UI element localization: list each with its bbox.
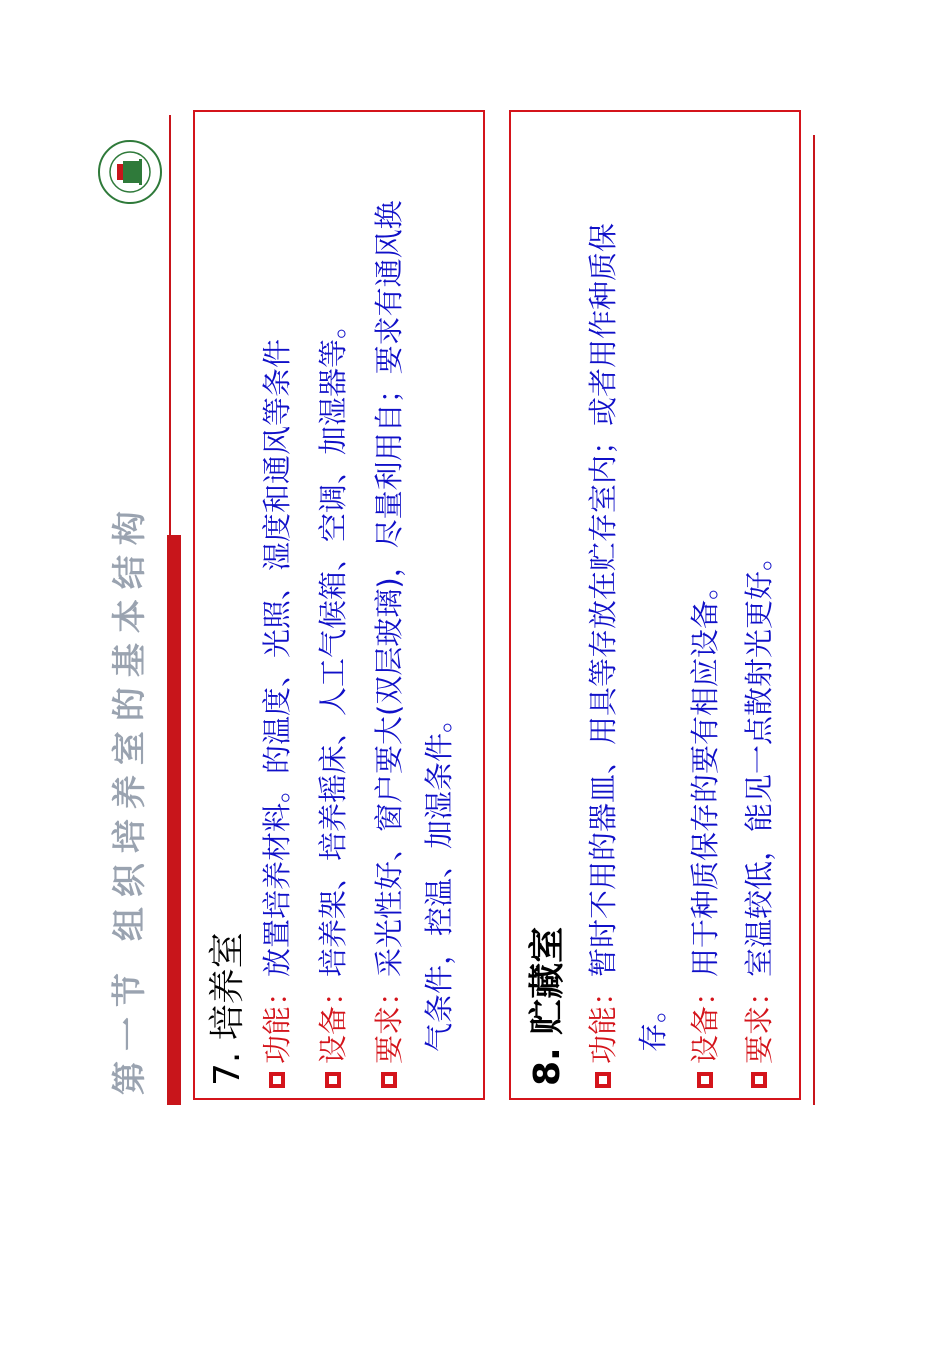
item-text: 用于种质保存的要有相应设备。 bbox=[688, 570, 722, 977]
checkbox-bullet-icon bbox=[269, 1072, 285, 1088]
item-text: 培养架、培养摇床、人工气候箱、空调、加湿器等。 bbox=[316, 309, 350, 977]
section-box-culture-room bbox=[193, 110, 485, 1100]
item-text: 暂时不用的器皿、用具等存放在贮存室内；或者用作种质保 bbox=[586, 222, 620, 977]
checkbox-bullet-icon bbox=[381, 1072, 397, 1088]
item-text: 采光性好、窗户要大(双层玻璃)，尽量利用自；要求有通风换 bbox=[372, 200, 406, 977]
list-item bbox=[581, 223, 625, 1088]
list-item bbox=[255, 339, 299, 1088]
item-label: 要求： bbox=[742, 976, 776, 1064]
university-seal-icon bbox=[97, 139, 163, 205]
list-item bbox=[683, 571, 727, 1088]
list-item bbox=[311, 310, 355, 1088]
item-continuation: 存。 bbox=[636, 993, 670, 1052]
item-text: 室温较低，能见一点散射光更好。 bbox=[742, 541, 776, 977]
header-red-bar bbox=[167, 535, 181, 1105]
footer-rule bbox=[813, 135, 815, 1105]
item-label: 功能： bbox=[260, 976, 294, 1064]
item-text: 放置培养材料。的温度、光照、湿度和通风等条件 bbox=[260, 338, 294, 977]
checkbox-bullet-icon bbox=[325, 1072, 341, 1088]
section-title: 7. 培养室 bbox=[207, 932, 248, 1086]
item-label: 要求： bbox=[372, 976, 406, 1064]
item-label: 功能： bbox=[586, 976, 620, 1064]
page-header: 第一节 组织培养室的基本结构 bbox=[110, 501, 150, 1095]
slide bbox=[95, 105, 835, 1105]
checkbox-bullet-icon bbox=[595, 1072, 611, 1088]
item-label: 设备： bbox=[316, 976, 350, 1064]
list-item bbox=[737, 542, 781, 1088]
item-label: 设备： bbox=[688, 976, 722, 1064]
item-continuation: 气条件，控温、加湿条件。 bbox=[422, 703, 456, 1052]
checkbox-bullet-icon bbox=[751, 1072, 767, 1088]
header-rule bbox=[169, 115, 171, 535]
list-item bbox=[367, 200, 411, 1088]
section-title: 8. 贮藏室 bbox=[527, 926, 568, 1086]
checkbox-bullet-icon bbox=[697, 1072, 713, 1088]
section-box-storage-room bbox=[509, 110, 801, 1100]
